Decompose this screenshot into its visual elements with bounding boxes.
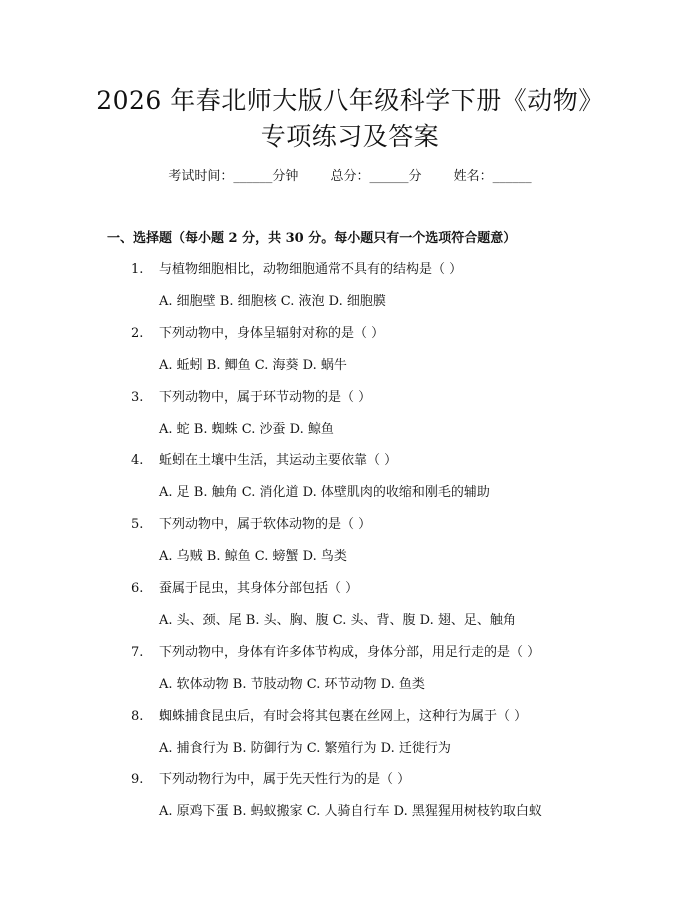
question-options: A. 蚯蚓 B. 鲫鱼 C. 海葵 D. 蜗牛 — [159, 357, 347, 373]
question-number: 8. — [131, 708, 144, 724]
question-stem: 蚕属于昆虫，其身体分部包括（ ） — [159, 580, 359, 596]
question-options: A. 细胞壁 B. 细胞核 C. 液泡 D. 细胞膜 — [159, 294, 386, 309]
question-item — [0, 580, 700, 644]
question-stem: 与植物细胞相比，动物细胞通常不具有的结构是（ ） — [159, 262, 463, 277]
question-options: A. 足 B. 触角 C. 消化道 D. 体壁肌肉的收缩和刚毛的辅助 — [159, 485, 490, 501]
question-item — [0, 325, 700, 389]
question-stem: 下列动物中，身体呈辐射对称的是（ ） — [159, 325, 385, 341]
question-stem: 蜘蛛捕食昆虫后，有时会将其包裹在丝网上，这种行为属于（ ） — [159, 708, 528, 724]
question-item — [0, 771, 700, 835]
question-number: 1. — [131, 262, 144, 277]
question-number: 9. — [131, 772, 144, 788]
question-stem: 下列动物行为中，属于先天性行为的是（ ） — [159, 772, 411, 788]
question-number: 3. — [131, 389, 144, 405]
student-name-field: 姓名：______ — [453, 169, 532, 184]
question-item — [0, 452, 700, 516]
question-item — [0, 708, 700, 772]
question-options: A. 捕食行为 B. 防御行为 C. 繁殖行为 D. 迁徙行为 — [159, 740, 451, 756]
question-item — [0, 261, 700, 325]
question-number: 6. — [131, 580, 144, 596]
total-score-field: 总分：______分 — [330, 169, 422, 184]
question-number: 5. — [131, 517, 144, 533]
question-list — [0, 261, 700, 835]
question-number: 2. — [131, 325, 144, 341]
section-heading: 一、选择题（每小题 2 分，共 30 分。每小题只有一个选项符合题意） — [107, 231, 517, 246]
question-stem: 蚯蚓在土壤中生活，其运动主要依靠（ ） — [159, 453, 398, 469]
question-item — [0, 516, 700, 580]
document-title-line1: 2026 年春北师大版八年级科学下册《动物》 — [96, 86, 604, 115]
question-options: A. 头、颈、尾 B. 头、胸、腹 C. 头、背、腹 D. 翅、足、触角 — [159, 612, 516, 628]
question-stem: 下列动物中，身体有许多体节构成，身体分部，用足行走的是（ ） — [159, 644, 541, 660]
question-options: A. 蛇 B. 蜘蛛 C. 沙蚕 D. 鲸鱼 — [159, 421, 334, 437]
exam-time-field: 考试时间：______分钟 — [168, 169, 299, 184]
question-options: A. 原鸡下蛋 B. 蚂蚁搬家 C. 人骑自行车 D. 黑猩猩用树枝钓取白蚁 — [159, 804, 542, 820]
question-stem: 下列动物中，属于环节动物的是（ ） — [159, 389, 372, 405]
question-options: A. 乌贼 B. 鲸鱼 C. 螃蟹 D. 鸟类 — [159, 549, 347, 565]
exam-info-line — [0, 168, 700, 186]
question-number: 4. — [131, 453, 144, 469]
document-title-line2: 专项练习及答案 — [260, 122, 440, 151]
question-item — [0, 644, 700, 708]
question-stem: 下列动物中，属于软体动物的是（ ） — [159, 517, 372, 533]
question-number: 7. — [131, 644, 144, 660]
question-item — [0, 389, 700, 453]
question-options: A. 软体动物 B. 节肢动物 C. 环节动物 D. 鱼类 — [159, 676, 425, 692]
